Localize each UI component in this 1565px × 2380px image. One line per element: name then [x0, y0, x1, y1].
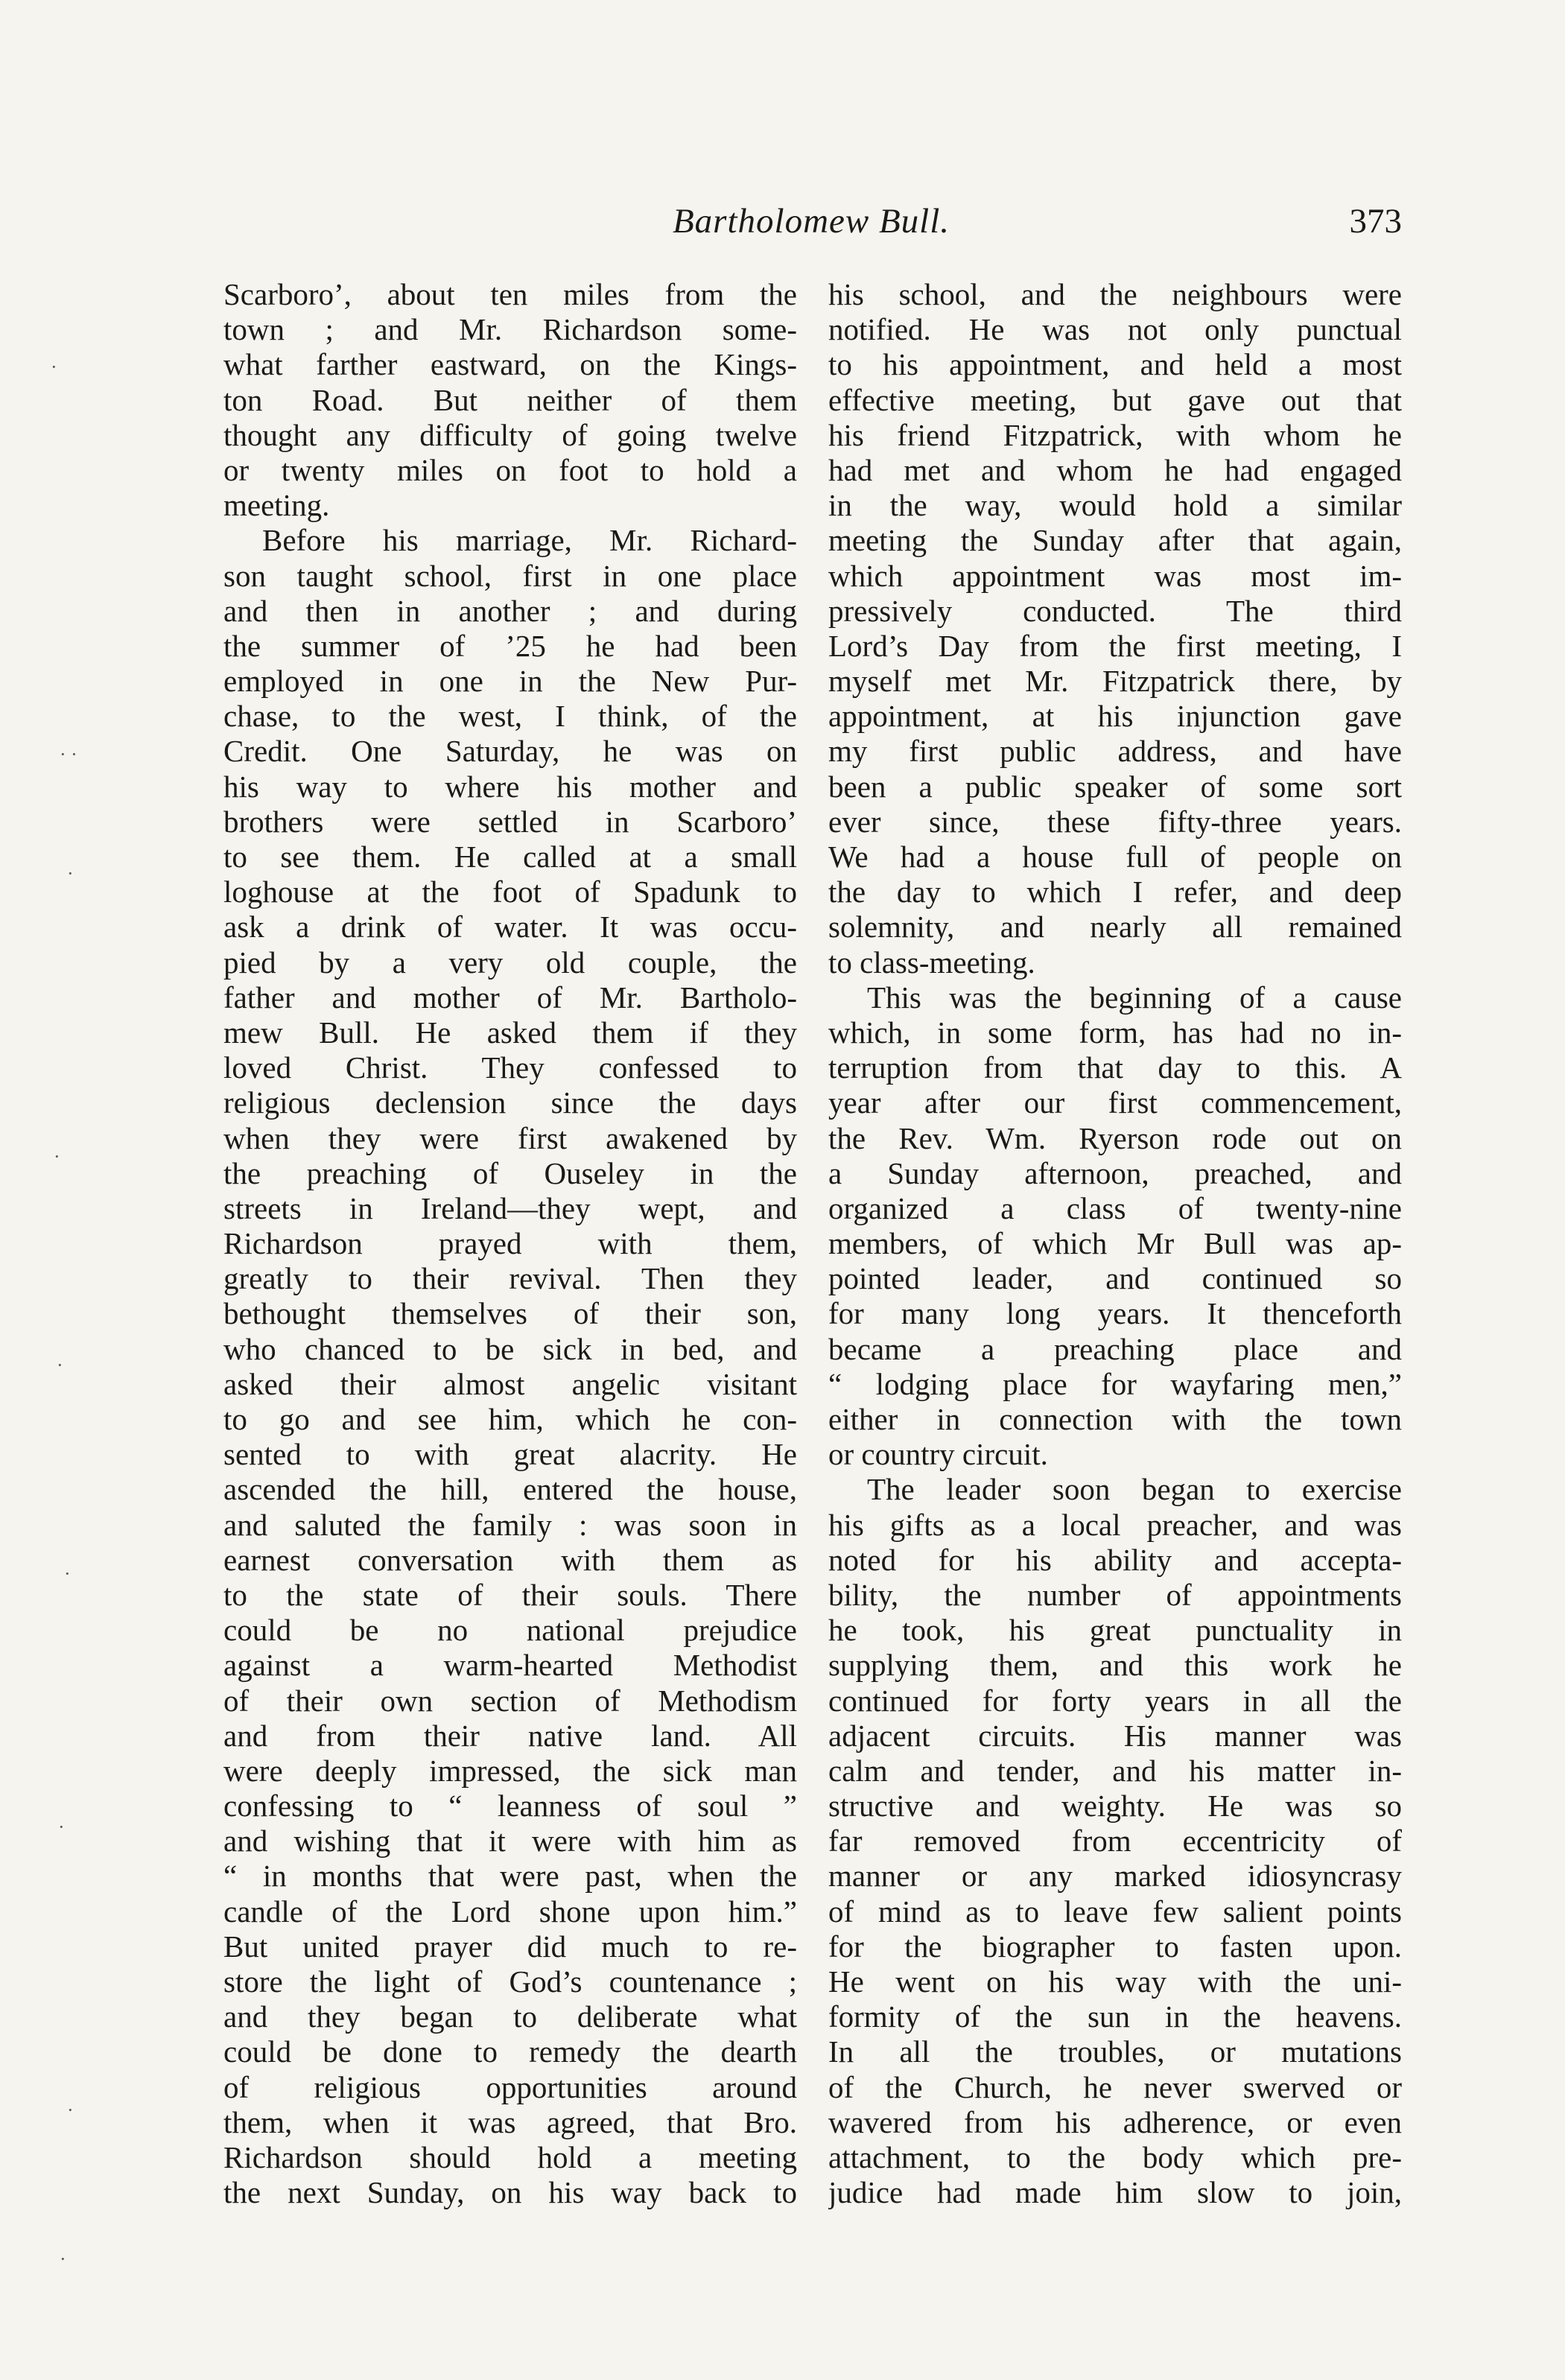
text-line: had met and whom he had engaged	[828, 452, 1402, 487]
text-line: bethought themselves of their son,	[223, 1296, 797, 1331]
running-title: Bartholomew Bull.	[672, 202, 950, 241]
text-line: his way to where his mother and	[223, 769, 797, 804]
text-line: terruption from that day to this. A	[828, 1050, 1402, 1085]
text-line: He went on his way with the uni-	[828, 1964, 1402, 1999]
text-line: for the biographer to fasten upon.	[828, 1929, 1402, 1964]
text-line: bility, the number of appointments	[828, 1577, 1402, 1612]
text-line: became a preaching place and	[828, 1331, 1402, 1366]
text-line: pointed leader, and continued so	[828, 1261, 1402, 1296]
text-line: Credit. One Saturday, he was on	[223, 734, 797, 769]
text-line: ton Road. But neither of them	[223, 382, 797, 417]
text-line: who chanced to be sick in bed, and	[223, 1331, 797, 1366]
text-line: “ in months that were past, when the	[223, 1859, 797, 1894]
text-line: to his appointment, and held a most	[828, 347, 1402, 382]
scan-speck: ·	[67, 2099, 74, 2121]
text-line: his friend Fitzpatrick, with whom he	[828, 417, 1402, 452]
text-line: for many long years. It thenceforth	[828, 1296, 1402, 1331]
text-line: and saluted the family : was soon in	[223, 1507, 797, 1542]
text-line: Before his marriage, Mr. Richard-	[262, 523, 797, 558]
text-line: were deeply impressed, the sick man	[223, 1753, 797, 1788]
text-line: Scarboro’, about ten miles from the	[223, 277, 797, 311]
text-line: thought any difficulty of going twelve	[223, 417, 797, 452]
text-line: the summer of ’25 he had been	[223, 628, 797, 663]
text-line: of their own section of Methodism	[223, 1683, 797, 1718]
text-line: ask a drink of water. It was occu-	[223, 910, 797, 945]
text-line: of the Church, he never swerved or	[828, 2069, 1402, 2104]
text-line: formity of the sun in the heavens.	[828, 1999, 1402, 2034]
margin-scan-marks	[37, 298, 97, 2309]
text-line: them, when it was agreed, that Bro.	[223, 2104, 797, 2139]
text-line: could be done to remedy the dearth	[223, 2034, 797, 2069]
text-line: attachment, to the body which pre-	[828, 2139, 1402, 2174]
text-line: continued for forty years in all the	[828, 1683, 1402, 1718]
text-line: which, in some form, has had no in-	[828, 1015, 1402, 1050]
text-line: either in connection with the town	[828, 1402, 1402, 1436]
text-line: streets in Ireland—they wept, and	[223, 1190, 797, 1225]
text-line: my first public address, and have	[828, 734, 1402, 769]
text-line: Richardson prayed with them,	[223, 1226, 797, 1261]
text-line: We had a house full of people on	[828, 840, 1402, 874]
text-line: In all the troubles, or mutations	[828, 2034, 1402, 2069]
scan-speck: · ·	[60, 743, 77, 765]
text-line: candle of the Lord shone upon him.”	[223, 1894, 797, 1929]
text-line: meeting the Sunday after that again,	[828, 523, 1402, 558]
text-line: the preaching of Ouseley in the	[223, 1155, 797, 1190]
text-line: the day to which I refer, and deep	[828, 875, 1402, 910]
text-line: members, of which Mr Bull was ap-	[828, 1226, 1402, 1261]
text-line: effective meeting, but gave out that	[828, 382, 1402, 417]
text-line: son taught school, first in one place	[223, 558, 797, 593]
text-line: ascended the hill, entered the house,	[223, 1472, 797, 1507]
text-line: structive and weighty. He was so	[828, 1789, 1402, 1824]
text-line: Lord’s Day from the first meeting, I	[828, 628, 1402, 663]
scan-speck: ·	[54, 1146, 60, 1167]
text-line: of religious opportunities around	[223, 2069, 797, 2104]
text-line: confessing to “ leanness of soul ”	[223, 1789, 797, 1824]
text-line: when they were first awakened by	[223, 1120, 797, 1155]
text-line: adjacent circuits. His manner was	[828, 1718, 1402, 1753]
text-line: which appointment was most im-	[828, 558, 1402, 593]
text-line: ever since, these fifty-three years.	[828, 804, 1402, 839]
text-line: chase, to the west, I think, of the	[223, 699, 797, 734]
text-line: wavered from his adherence, or even	[828, 2104, 1402, 2139]
text-line: pressively conducted. The third	[828, 593, 1402, 628]
scan-speck: ·	[64, 1563, 71, 1584]
text-line: against a warm-hearted Methodist	[223, 1648, 797, 1683]
text-line: loghouse at the foot of Spadunk to	[223, 875, 797, 910]
text-line: judice had made him slow to join,	[828, 2175, 1402, 2210]
text-line: and then in another ; and during	[223, 593, 797, 628]
text-line: employed in one in the New Pur-	[223, 664, 797, 699]
text-line: the Rev. Wm. Ryerson rode out on	[828, 1120, 1402, 1155]
text-line: earnest conversation with them as	[223, 1542, 797, 1577]
running-head	[220, 195, 1402, 247]
text-line: to go and see him, which he con-	[223, 1402, 797, 1436]
text-line: he took, his great punctuality in	[828, 1613, 1402, 1648]
text-line: town ; and Mr. Richardson some-	[223, 312, 797, 347]
text-line: or twenty miles on foot to hold a	[223, 452, 797, 487]
scan-speck: ·	[60, 2248, 66, 2270]
text-line: to class-meeting.	[828, 945, 1035, 980]
scan-speck: ·	[57, 1354, 63, 1376]
text-line: But united prayer did much to re-	[223, 1929, 797, 1964]
text-line: noted for his ability and accepta-	[828, 1542, 1402, 1577]
text-line: year after our first commencement,	[828, 1085, 1402, 1120]
text-line: religious declension since the days	[223, 1085, 797, 1120]
text-line: Richardson should hold a meeting	[223, 2139, 797, 2174]
text-line: loved Christ. They confessed to	[223, 1050, 797, 1085]
text-line: pied by a very old couple, the	[223, 945, 797, 980]
text-line: could be no national prejudice	[223, 1613, 797, 1648]
text-line: mew Bull. He asked them if they	[223, 1015, 797, 1050]
right-text-column	[828, 277, 1402, 2210]
text-line: brothers were settled in Scarboro’	[223, 804, 797, 839]
text-line: and wishing that it were with him as	[223, 1824, 797, 1859]
text-line: of mind as to leave few salient points	[828, 1894, 1402, 1929]
text-line: appointment, at his injunction gave	[828, 699, 1402, 734]
text-line: what farther eastward, on the Kings-	[223, 347, 797, 382]
text-line: supplying them, and this work he	[828, 1648, 1402, 1683]
scan-speck: ·	[58, 1816, 65, 1838]
text-line: store the light of God’s countenance ;	[223, 1964, 797, 1999]
text-line: organized a class of twenty-nine	[828, 1190, 1402, 1225]
text-line: his school, and the neighbours were	[828, 277, 1402, 311]
text-line: his gifts as a local preacher, and was	[828, 1507, 1402, 1542]
text-line: to the state of their souls. There	[223, 1577, 797, 1612]
text-line: asked their almost angelic visitant	[223, 1366, 797, 1401]
text-line: a Sunday afternoon, preached, and	[828, 1155, 1402, 1190]
text-line: and from their native land. All	[223, 1718, 797, 1753]
text-line: greatly to their revival. Then they	[223, 1261, 797, 1296]
left-text-column	[223, 277, 797, 2210]
text-line: “ lodging place for wayfaring men,”	[828, 1366, 1402, 1401]
text-line: to see them. He called at a small	[223, 840, 797, 874]
page-number: 373	[1349, 202, 1402, 241]
text-line: notified. He was not only punctual	[828, 312, 1402, 347]
scan-speck: ·	[51, 356, 57, 378]
text-line: far removed from eccentricity of	[828, 1824, 1402, 1859]
text-line: or country circuit.	[828, 1437, 1048, 1472]
text-line: calm and tender, and his matter in-	[828, 1753, 1402, 1788]
text-line: in the way, would hold a similar	[828, 488, 1402, 523]
text-line: The leader soon began to exercise	[867, 1472, 1402, 1507]
text-line: the next Sunday, on his way back to	[223, 2175, 797, 2210]
text-line: meeting.	[223, 488, 330, 523]
text-line: been a public speaker of some sort	[828, 769, 1402, 804]
text-line: This was the beginning of a cause	[867, 980, 1402, 1015]
scan-speck: ·	[67, 863, 74, 884]
text-line: father and mother of Mr. Bartholo-	[223, 980, 797, 1015]
text-line: myself met Mr. Fitzpatrick there, by	[828, 664, 1402, 699]
text-line: manner or any marked idiosyncrasy	[828, 1859, 1402, 1894]
text-line: sented to with great alacrity. He	[223, 1437, 797, 1472]
text-line: and they began to deliberate what	[223, 1999, 797, 2034]
text-line: solemnity, and nearly all remained	[828, 910, 1402, 945]
